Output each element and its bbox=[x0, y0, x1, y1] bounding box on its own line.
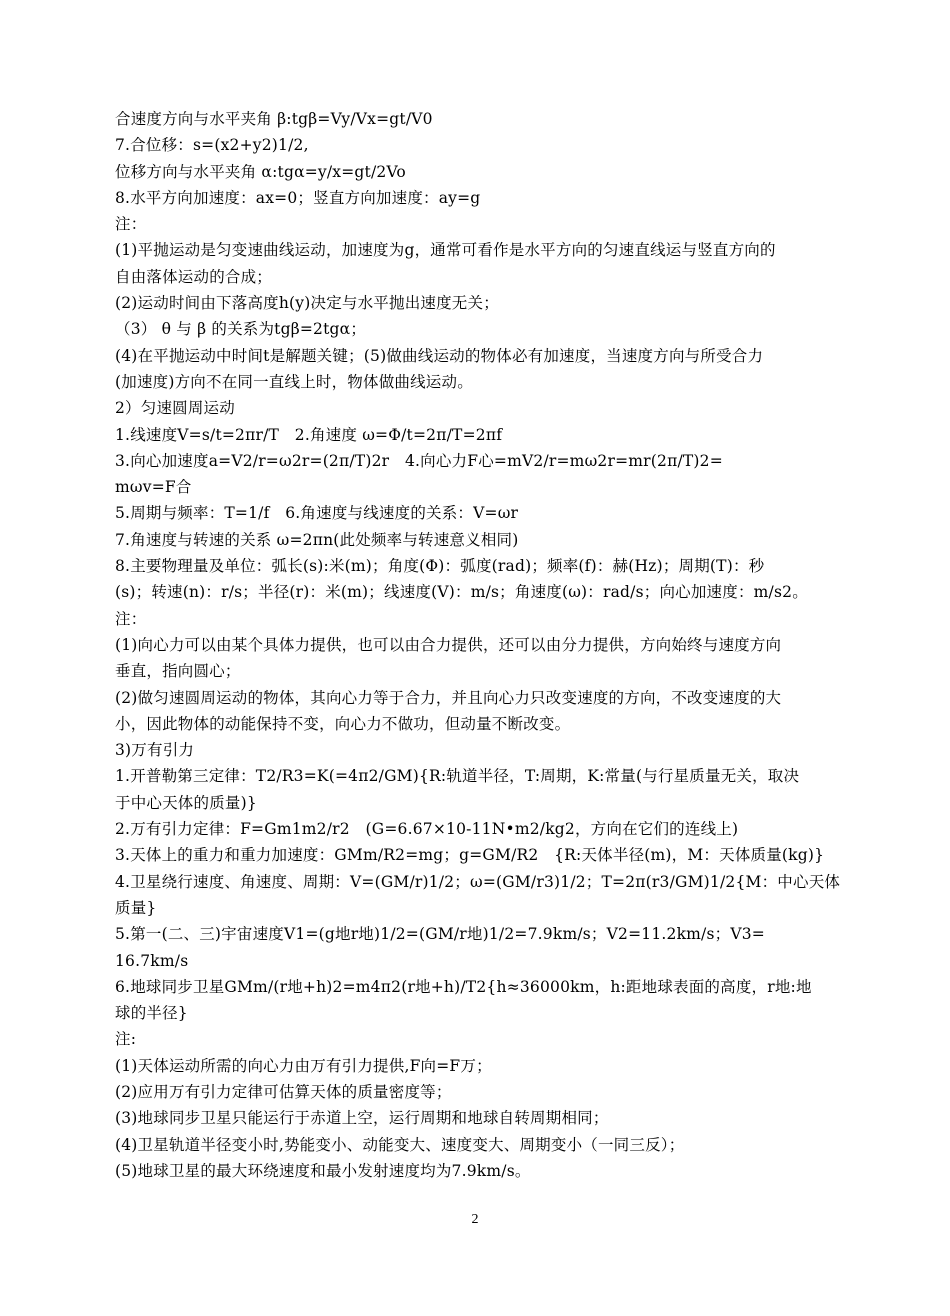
text-line: 垂直，指向圆心； bbox=[115, 662, 241, 681]
text-line: （3） θ 与 β 的关系为tgβ=2tgα； bbox=[115, 320, 367, 339]
text-line: 8.水平方向加速度：ax=0；竖直方向加速度：ay=g bbox=[115, 188, 481, 207]
text-line: mωv=F合 bbox=[115, 478, 192, 497]
text-line: 球的半径} bbox=[115, 1004, 188, 1023]
text-line: 于中心天体的质量)} bbox=[115, 793, 257, 812]
text-line: 5.第一(二、三)宇宙速度V1=(g地r地)1/2=(GM/r地)1/2=7.9km/s；V2=11.2km/s；V3= bbox=[115, 925, 765, 944]
section-heading: 2）匀速圆周运动 bbox=[115, 399, 235, 418]
text-line: 合速度方向与水平夹角 β:tgβ=Vy/Vx=gt/V0 bbox=[115, 110, 433, 128]
text-line: 8.主要物理量及单位：弧长(s):米(m)；角度(Φ)：弧度(rad)；频率(f)：赫(Hz)；周期(T)：秒 bbox=[115, 557, 765, 576]
text-line: 4.卫星绕行速度、角速度、周期：V=(GM/r)1/2；ω=(GM/r3)1/2；T=2π(r3/GM)1/2{M：中心天体 bbox=[115, 872, 841, 891]
text-line: 注: bbox=[115, 1030, 137, 1049]
text-line: (加速度)方向不在同一直线上时，物体做曲线运动。 bbox=[115, 372, 473, 391]
text-line: 自由落体运动的合成； bbox=[115, 267, 273, 286]
text-line: 1.线速度V=s/t=2πr/T 2.角速度 ω=Φ/t=2π/T=2πf bbox=[115, 425, 503, 444]
page-number: 2 bbox=[471, 1212, 479, 1227]
text-line: (1)天体运动所需的向心力由万有引力提供,F向=F万； bbox=[115, 1056, 492, 1075]
section-heading: 3)万有引力 bbox=[115, 741, 195, 760]
document-body bbox=[115, 106, 855, 1184]
text-line: (5)地球卫星的最大环绕速度和最小发射速度均为7.9km/s。 bbox=[115, 1161, 531, 1180]
text-line: 5.周期与频率：T=1/f 6.角速度与线速度的关系：V=ωr bbox=[115, 504, 519, 523]
text-line: 3.天体上的重力和重力加速度：GMm/R2=mg；g=GM/R2 {R:天体半径(m)，M：天体质量(kg)} bbox=[115, 846, 825, 865]
text-line: 1.开普勒第三定律：T2/R3=K(=4π2/GM){R:轨道半径，T:周期，K:常量(与行星质量无关，取决 bbox=[115, 767, 800, 786]
text-line: (4)卫星轨道半径变小时,势能变小、动能变大、速度变大、周期变小（一同三反）； bbox=[115, 1135, 685, 1154]
text-line: 小，因此物体的动能保持不变，向心力不做功，但动量不断改变。 bbox=[115, 714, 571, 733]
text-line: (1)平抛运动是匀变速曲线运动，加速度为g，通常可看作是水平方向的匀速直线运与竖直方向的 bbox=[115, 241, 776, 260]
text-line: 质量} bbox=[115, 898, 157, 917]
text-line: 位移方向与水平夹角 α:tgα=y/x=gt/2Vo bbox=[115, 162, 406, 181]
text-line: 6.地球同步卫星GMm/(r地+h)2=m4π2(r地+h)/T2{h≈36000km，h:距地球表面的高度，r地:地 bbox=[115, 977, 812, 996]
text-line: (4)在平抛运动中时间t是解题关键；(5)做曲线运动的物体必有加速度，当速度方向与所受合力 bbox=[115, 346, 764, 365]
text-line: (2)应用万有引力定律可估算天体的质量密度等； bbox=[115, 1082, 452, 1101]
text-line: (2)运动时间由下落高度h(y)决定与水平抛出速度无关； bbox=[115, 294, 499, 313]
text-line: 注： bbox=[115, 215, 147, 234]
text-line: 3.向心加速度a=V2/r=ω2r=(2π/T)2r 4.向心力F心=mV2/r=mω2r=mr(2π/T)2= bbox=[115, 451, 723, 470]
text-line: 16.7km/s bbox=[115, 951, 189, 970]
text-line: 2.万有引力定律：F=Gm1m2/r2 (G=6.67×10-11N•m2/kg2，方向在它们的连线上) bbox=[115, 820, 739, 839]
text-line: (1)向心力可以由某个具体力提供，也可以由合力提供，还可以由分力提供，方向始终与速度方向 bbox=[115, 635, 782, 654]
text-line: 7.角速度与转速的关系 ω=2πn(此处频率与转速意义相同) bbox=[115, 530, 519, 549]
text-line: (2)做匀速圆周运动的物体，其向心力等于合力，并且向心力只改变速度的方向，不改变速度的大 bbox=[115, 688, 782, 707]
text-line: (s)；转速(n)：r/s；半径(r)：米(m)；线速度(V)：m/s；角速度(ω)：rad/s；向心加速度：m/s2。 bbox=[115, 583, 808, 602]
text-line: 7.合位移：s=(x2+y2)1/2, bbox=[115, 136, 309, 155]
text-line: 注： bbox=[115, 609, 147, 628]
text-line: (3)地球同步卫星只能运行于赤道上空，运行周期和地球自转周期相同； bbox=[115, 1109, 609, 1128]
